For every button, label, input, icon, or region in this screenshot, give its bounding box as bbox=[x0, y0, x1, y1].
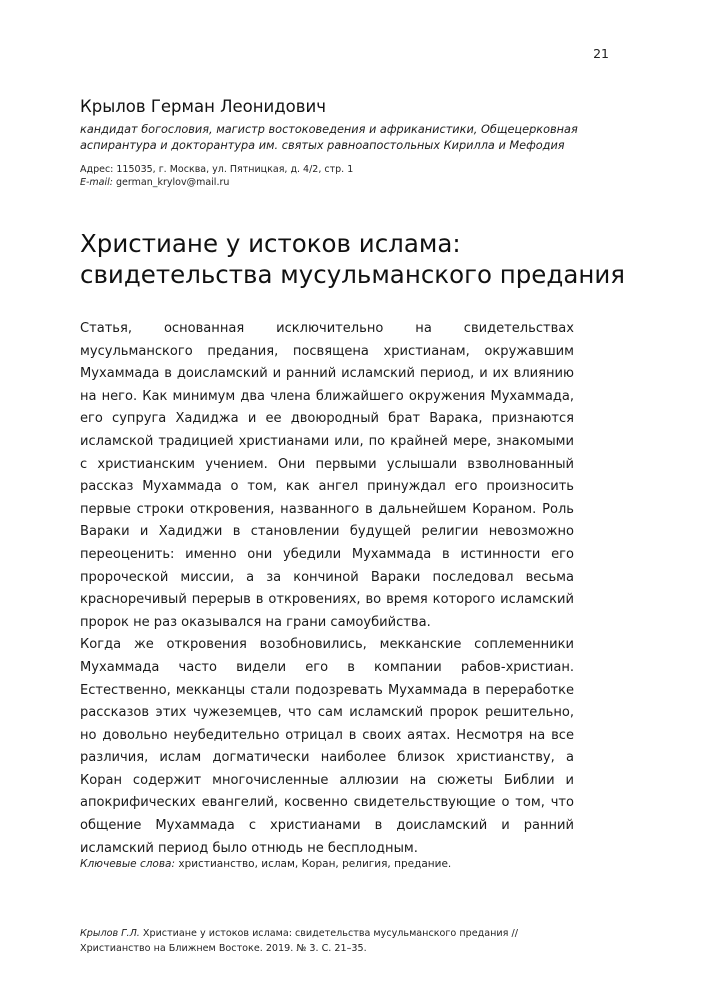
author-name: Крылов Герман Леонидович bbox=[80, 97, 326, 116]
article-title bbox=[80, 228, 626, 290]
citation-author: Крылов Г.Л. bbox=[80, 928, 140, 939]
author-block bbox=[80, 96, 600, 189]
keywords-text: христианство, ислам, Коран, религия, предание. bbox=[178, 858, 452, 870]
page-number: 21 bbox=[593, 46, 609, 61]
author-email-line bbox=[80, 176, 600, 189]
keywords bbox=[80, 857, 451, 871]
abstract-paragraph-2: Когда же откровения возобновились, мекканские соплеменники Мухаммада часто видели его в компании рабов-христиан. Естественно, мекканцы стали подозревать Мухаммада в переработке рассказов этих чужеземцев, что сам исламский пророк решительно, но довольно неубедительно отрицал в своих аятах. Несмотря на все различия, ислам догматически наиболее близок христианству, а Коран содержит многочисленные аллюзии на сюжеты Библии и апокрифических евангелий, косвенно свидетельствующие о том, что общение Мухаммада с христианами в доисламский и ранний исламский период было отнюдь не бесплодным. bbox=[80, 637, 574, 856]
author-address: Адрес: 115035, г. Москва, ул. Пятницкая, д. 4/2, стр. 1 bbox=[80, 164, 354, 175]
author-email: german_krylov@mail.ru bbox=[116, 177, 230, 188]
abstract-paragraph-1: Статья, основанная исключительно на свидетельствах мусульманского предания, посвящена христианам, окружавшим Мухаммада в доисламский и ранний исламский период, и их влиянию на него. Как минимум два члена ближайшего окружения Мухаммада, его супруга Хадиджа и ее двоюродный брат Варака, признаются исламской традицией христианами или, по крайней мере, знакомыми с христианским учением. Они первыми услышали взволнованный рассказ Мухаммада о том, как ангел принуждал его произносить первые строки откровения, названного в дальнейшем Кораном. Роль Вараки и Хадиджи в становлении будущей религии невозможно переоценить: именно они убедили Мухаммада в истинности его пророческой миссии, а за кончиной Вараки последовал весьма красноречивый перерыв в откровениях, во время которого исламский пророк не раз оказывался на грани самоубийства. bbox=[80, 321, 574, 630]
keywords-label: Ключевые слова: bbox=[80, 858, 176, 870]
article-title-line-1: Христиане у истоков ислама: bbox=[80, 229, 461, 258]
abstract bbox=[80, 318, 574, 860]
email-label: E-mail: bbox=[80, 177, 113, 188]
article-title-line-2: свидетельства мусульманского предания bbox=[80, 260, 626, 289]
author-credentials: кандидат богословия, магистр востоковедения и африканистики, Общецерковная аспирантура и докторантура им. святых равноапостольных Кирилла и Мефодия bbox=[80, 123, 578, 152]
citation-text: Христиане у истоков ислама: свидетельства мусульманского предания // Христианство на Ближнем Востоке. 2019. № 3. С. 21–35. bbox=[80, 928, 518, 954]
citation bbox=[80, 927, 580, 956]
